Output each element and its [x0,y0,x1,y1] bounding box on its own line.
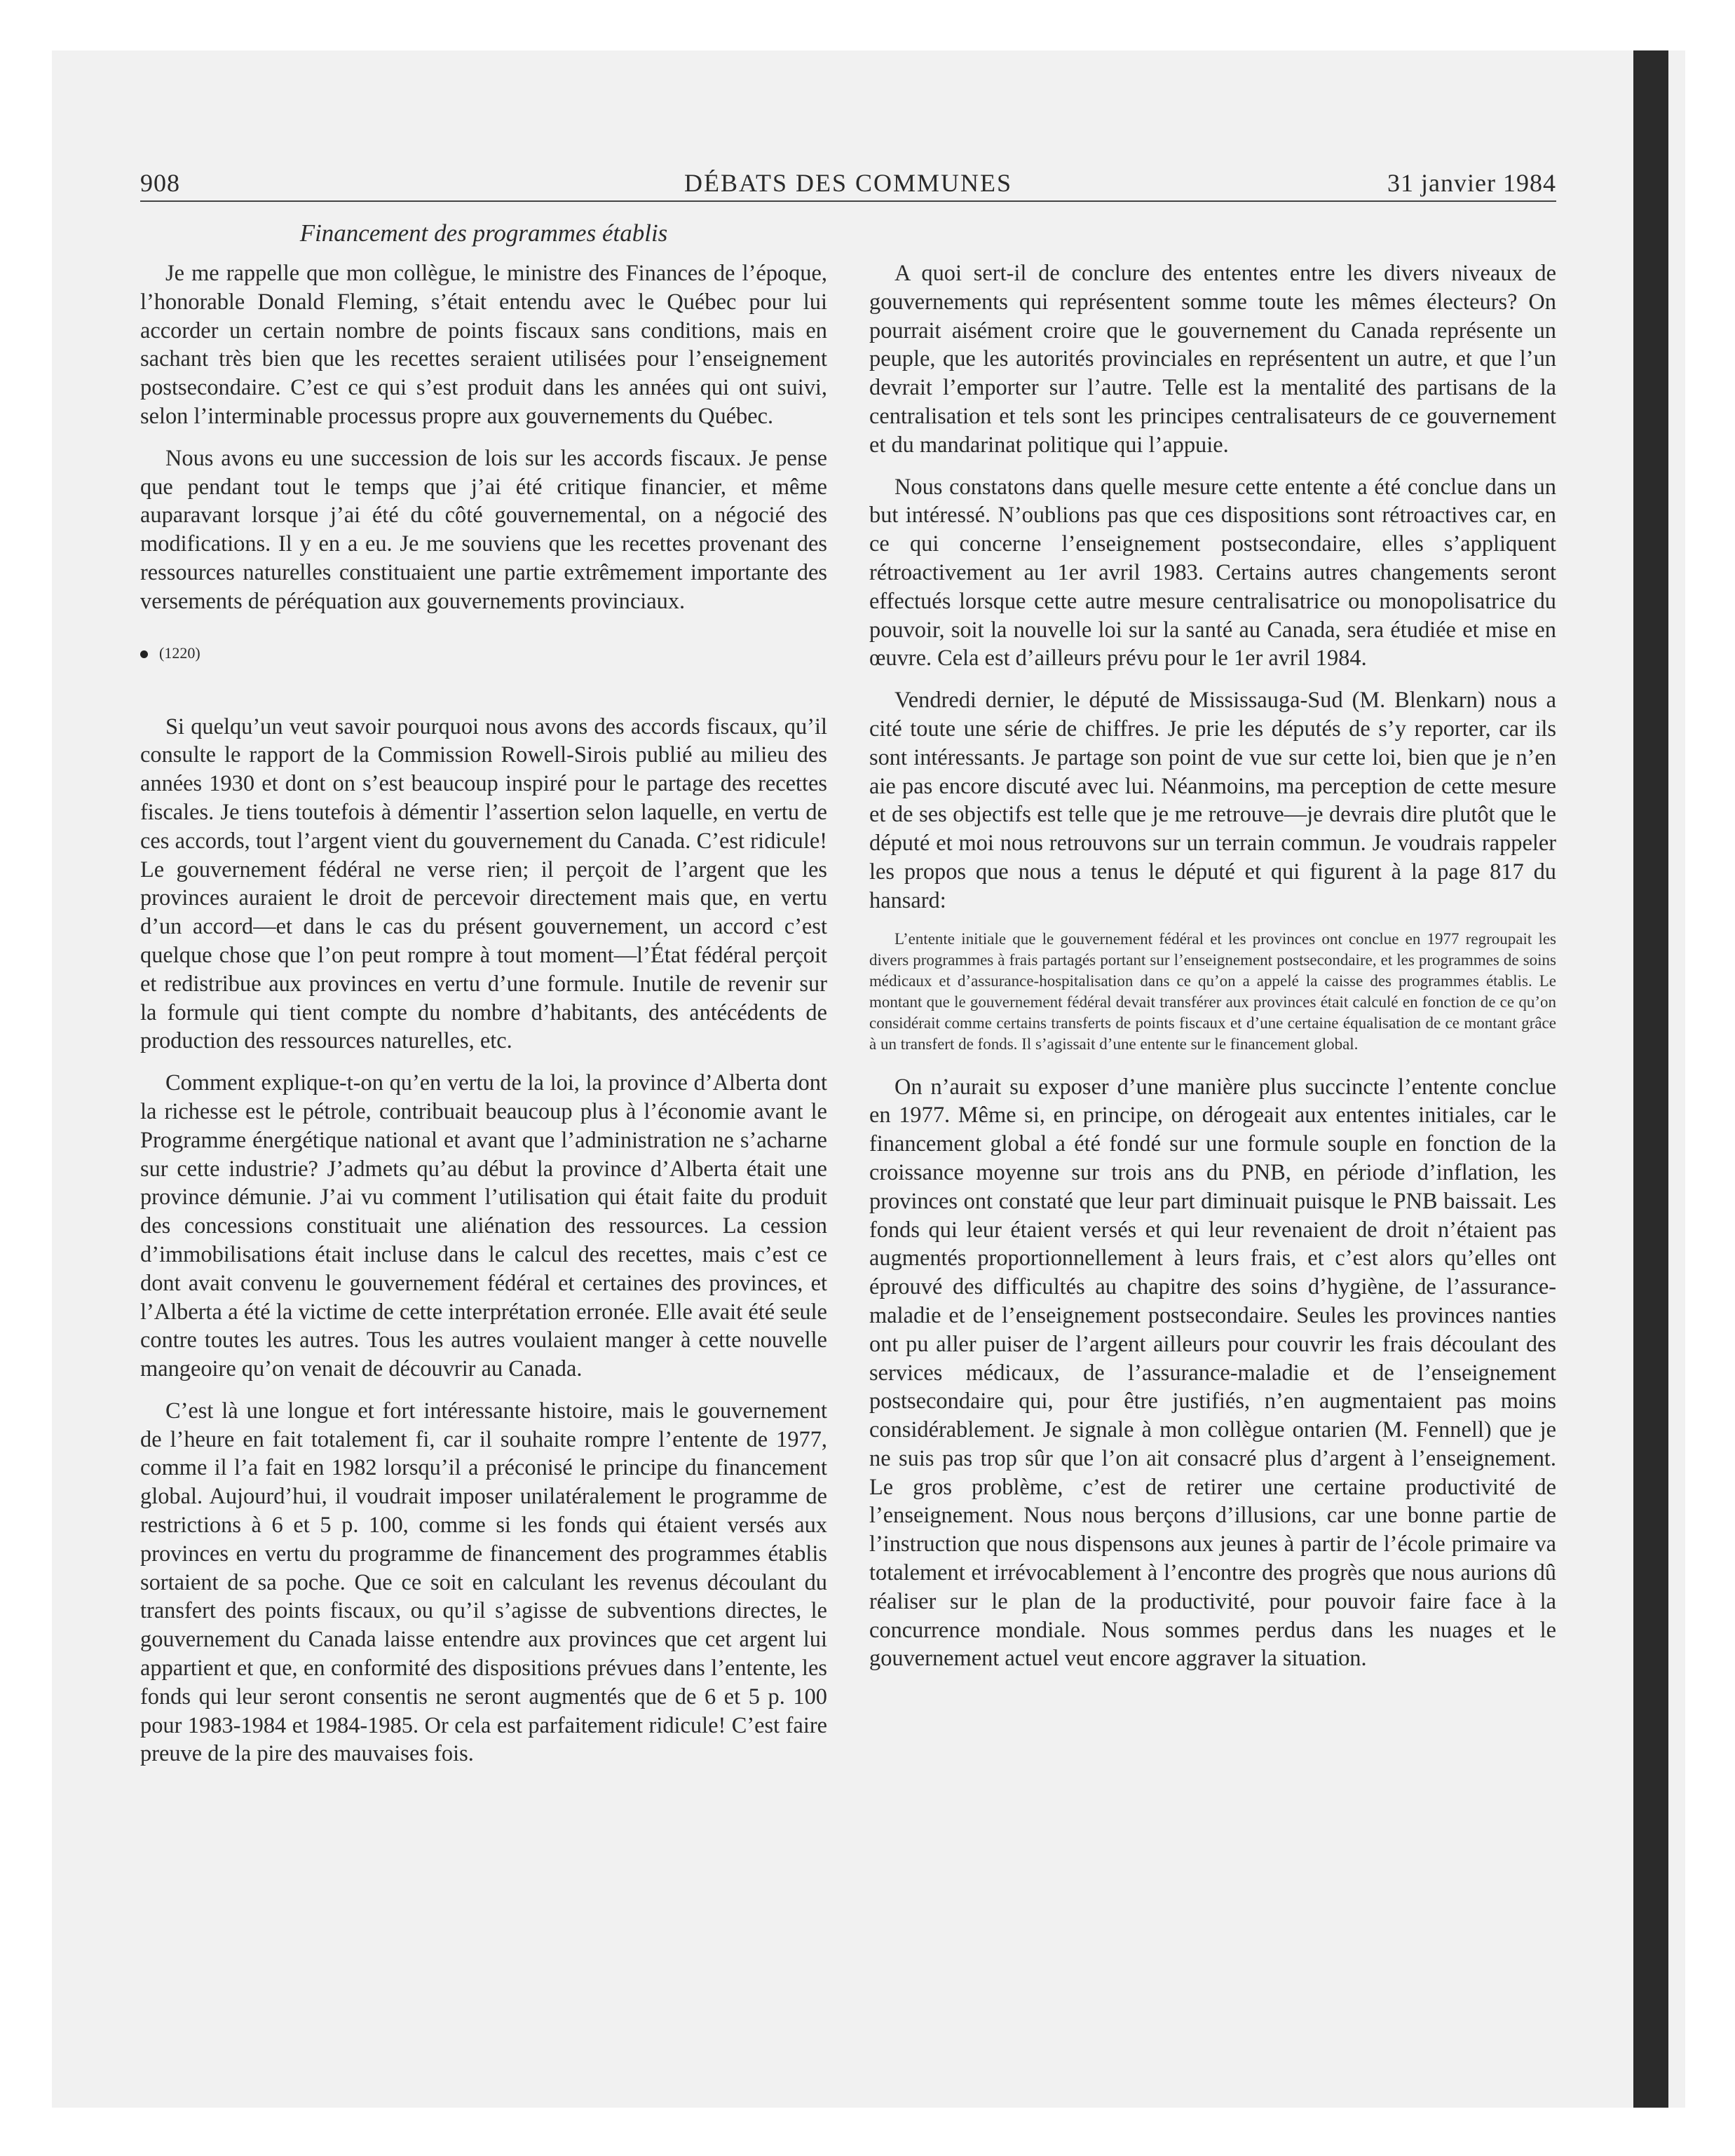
page-header [140,168,1556,202]
publication-title: DÉBATS DES COMMUNES [683,169,1013,197]
time-marker-text: (1220) [159,643,200,662]
block-quote: L’entente initiale que le gouvernement fédéral et les provinces ont conclue en 1977 regroupait les divers programmes à frais partagés portant sur l’enseignement postsecondaire, et les programmes de soins médicaux et d’assurance-hospitalisation dans ce qu’on a appelé la caisse des programmes établis. Le montant que le gouvernement fédéral devait transférer aux provinces était calculé en fonction de ce qu’on considérait comme certains transferts de points fiscaux et d’une certaine équalisation de ce montant grâce à un transfert de fonds. Il s’agissait d’une entente sur le financement global. [869,929,1556,1053]
scan-edge-shadow [1633,50,1668,2108]
paragraph: Si quelqu’un veut savoir pourquoi nous avons des accords fiscaux, qu’il consulte le rapport de la Commission Rowell-Sirois publié au milieu des années 1930 et dont on s’est beaucoup inspiré pour le partage des recettes fiscales. Je tiens toutefois à démentir l’assertion selon laquelle, en vertu de ces accords, tout l’argent vient du gouvernement du Canada. C’est ridicule! Le gouvernement fédéral ne verse rien; il perçoit de l’argent que les provinces auraient le droit de percevoir directement mais que, en vertu d’un accord—et dans le cas du présent gouvernement, un accord c’est quelque chose que l’on peut rompre à tout moment—l’État fédéral perçoit et redistribue aux provinces en vertu d’une formule. Inutile de revenir sur la formule qui tient compte du nombre d’habitants, des antécédents de production des ressources naturelles, etc. [140,714,827,1054]
time-marker [140,643,827,664]
paragraph: C’est là une longue et fort intéressante histoire, mais le gouvernement de l’heure en fait totalement fi, car il souhaite rompre l’entente de 1977, comme il l’a fait en 1982 lorsqu’il a préconisé le principe du financement global. Aujourd’hui, il voudrait imposer unilatéralement le programme de restrictions à 6 et 5 p. 100, comme si les fonds qui étaient versés aux provinces en vertu du programme de financement des programmes établis sortaient de sa poche. Que ce soit en calculant les revenus découlant du transfert des points fiscaux, ou qu’il s’agisse de subventions directes, le gouvernement du Canada laisse entendre aux provinces que cet argent lui appartient et que, en conformité des dispositions prévues dans l’entente, les fonds qui leur seront consentis ne seront augmentés que de 6 et 5 p. 100 pour 1983-1984 et 1984-1985. Or cela est parfaitement ridicule! C’est faire preuve de la pire des mauvaises fois. [140,1398,827,1767]
bullet-icon [140,650,148,658]
left-column [140,259,827,1782]
paragraph: Vendredi dernier, le député de Mississauga-Sud (M. Blenkarn) nous a cité toute une série de chiffres. Je prie les députés de s’y reporter, car ils sont intéressants. Je partage son point de vue sur cette loi, bien que je n’en aie pas encore discuté avec lui. Néanmoins, ma perception de cette mesure et de ses objectifs est telle que je me retrouve—je devrais dire plutôt que le député et moi nous retrouvons sur un terrain commun. Je voudrais rappeler les propos que nous a tenus le député et qui figurent à la page 817 du hansard: [869,688,1556,913]
paragraph: Nous avons eu une succession de lois sur les accords fiscaux. Je pense que pendant tout le temps que j’ai été critique financier, et même auparavant lorsque j’ai été du côté gouvernemental, on a négocié des modifications. Il y en a eu. Je me souviens que les recettes provenant des ressources naturelles constituaient une partie extrêmement importante des versements de péréquation aux gouvernements provinciaux. [140,445,827,614]
paragraph: On n’aurait su exposer d’une manière plus succincte l’entente conclue en 1977. Même si, en principe, on dérogeait aux ententes initiales, car le financement global a été fondé sur une formule souple en fonction de la croissance moyenne sur trois ans du PNB, en période d’inflation, les provinces ont constaté que leur part diminuait puisque le PNB baissait. Les fonds qui leur étaient versés et qui leur revenaient de droit n’étaient pas augmentés proportionnellement à leurs frais, et c’est alors qu’elles ont éprouvé des difficultés au chapitre des soins d’hygiène, de l’assurance-maladie et de l’enseignement postsecondaire. Seules les provinces nanties ont pu aller puiser de l’argent ailleurs pour couvrir les frais découlant des services médicaux, de l’assurance-maladie et de l’enseignement postsecondaire qui, pour être justifiés, n’en augmentaient pas moins considérablement. Je signale à mon collègue ontarien (M. Fennell) que je ne suis pas trop sûr que l’on ait consacré plus d’argent à l’enseignement. Le gros problème, c’est de retirer une certaine productivité de l’enseignement. Nous nous berçons d’illusions, car une bonne partie de l’instruction que nous dispensons aux jeunes à partir de l’école primaire va totalement et irrévocablement à l’encontre des progrès que nous aurions dû réaliser sur le plan de la productivité, pour pouvoir faire face à la concurrence mondiale. Nous sommes perdus dans les nuages et le gouvernement actuel veut encore aggraver la situation. [869,1074,1556,1672]
right-column [869,259,1556,1686]
page-number: 908 [140,169,180,197]
paragraph: Nous constatons dans quelle mesure cette entente a été conclue dans un but intéressé. N’oublions pas que ces dispositions sont rétroactives car, en ce qui concerne l’enseignement postsecondaire, elles s’appliquent rétroactivement au 1er avril 1983. Certains autres changements seront effectués lorsque cette autre mesure centralisatrice ou monopolisatrice du pouvoir, soit la nouvelle loi sur la santé au Canada, sera étudiée et mise en œuvre. Cela est d’ailleurs prévu pour le 1er avril 1984. [869,474,1556,671]
page-date: 31 janvier 1984 [1387,169,1556,197]
paragraph: Je me rappelle que mon collègue, le ministre des Finances de l’époque, l’honorable Donald Fleming, s’était entendu avec le Québec pour lui accorder un certain nombre de points fiscaux sans conditions, mais en sachant très bien que les recettes seraient utilisées pour l’enseignement postsecondaire. C’est ce qui s’est produit dans les années qui ont suivi, selon l’interminable processus propre aux gouvernements du Québec. [140,261,827,429]
paragraph: A quoi sert-il de conclure des ententes entre les divers niveaux de gouvernements qui représentent somme toute les mêmes électeurs? On pourrait aisément croire que le gouvernement du Canada représente un peuple, que les autorités provinciales en représentent un autre, et que l’un devrait l’emporter sur l’autre. Telle est la mentalité des partisans de la centralisation et tels sont les principes centralisateurs de ce gouvernement et du mandarinat politique qui l’appuie. [869,261,1556,458]
paragraph: Comment explique-t-on qu’en vertu de la loi, la province d’Alberta dont la richesse est le pétrole, contribuait beaucoup plus à l’économie avant le Programme énergétique national et avant que l’administration ne s’acharne sur cette industrie? J’admets qu’au début la province d’Alberta était une province démunie. J’ai vu comment l’utilisation qui était faite du produit des concessions constituait une aliénation des ressources. La cession d’immobilisations était incluse dans le calcul des recettes, mais c’est ce dont avait convenu le gouvernement fédéral et certaines des provinces, et l’Alberta a été la victime de cette interprétation erronée. Elle avait été seule contre toutes les autres. Tous les autres voulaient manger à cette nouvelle mangeoire qu’on venait de découvrir au Canada. [140,1070,827,1382]
section-title: Financement des programmes établis [299,219,668,247]
